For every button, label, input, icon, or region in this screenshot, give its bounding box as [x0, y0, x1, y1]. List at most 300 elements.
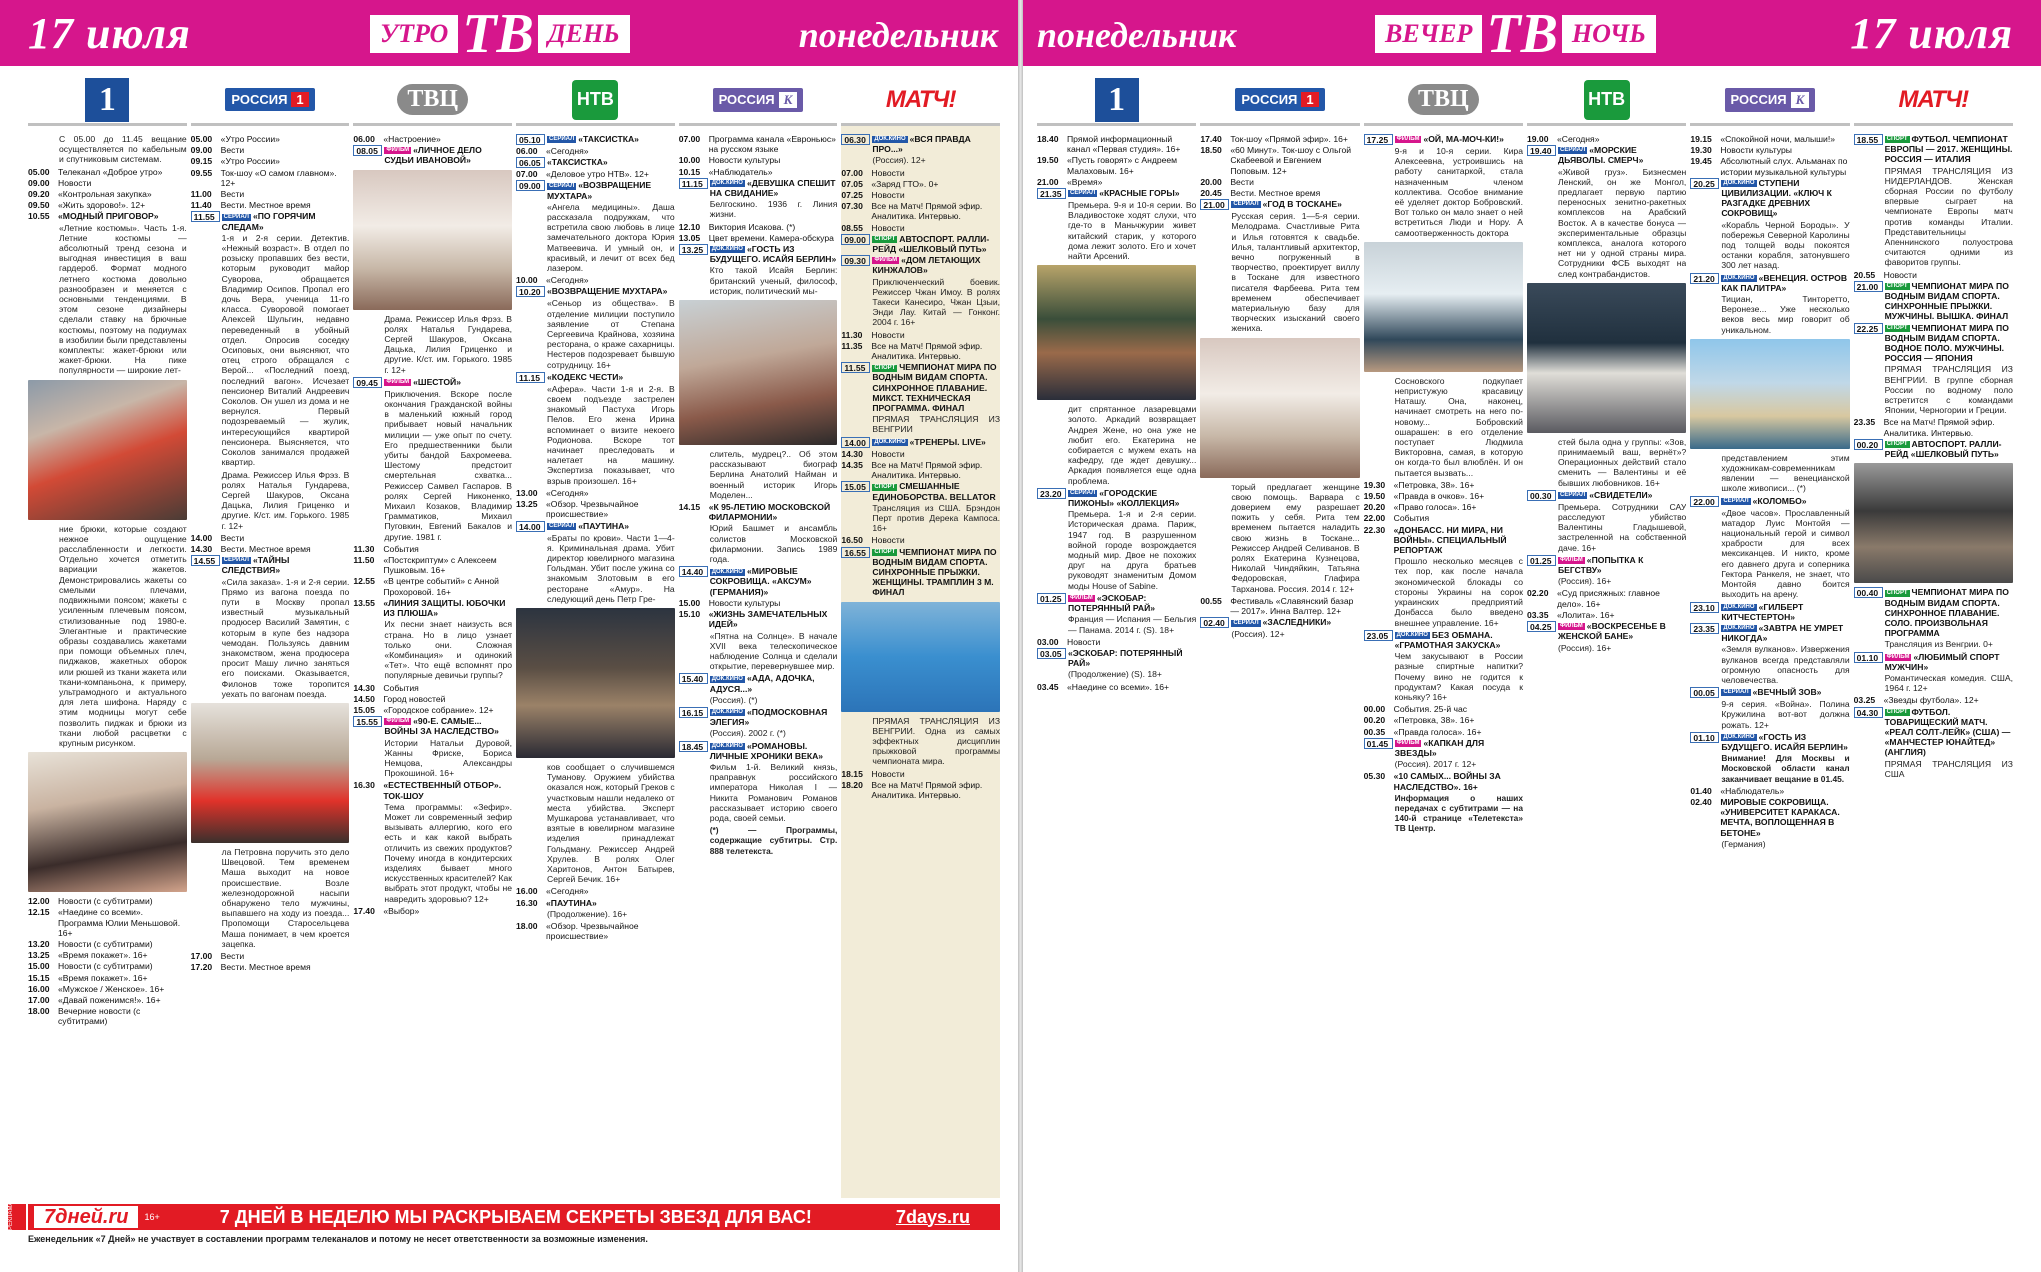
program-time: 09.50 [28, 200, 50, 211]
program-item[interactable] [1364, 715, 1523, 725]
genre-badge: ДОК.КИНО [711, 675, 743, 682]
program-item[interactable] [679, 566, 838, 597]
program-title-text: «ВОСКРЕСЕНЬЕ В ЖЕНСКОЙ БАНЕ» [1557, 621, 1666, 642]
program-item[interactable] [1037, 488, 1196, 508]
program-title-text: Новости (с субтитрами) [58, 896, 153, 907]
program-item[interactable] [1690, 145, 1849, 155]
program-item[interactable] [1200, 199, 1359, 210]
program-item[interactable] [1200, 177, 1359, 187]
genre-badge: СЕРИАЛ [1559, 492, 1586, 499]
program-time: 03.00 [1037, 636, 1059, 647]
program-title [710, 707, 838, 727]
program-time: 19.30 [1690, 145, 1712, 156]
program-title [872, 437, 1000, 448]
program-item[interactable] [1364, 134, 1523, 145]
program-time: 05.00 [190, 134, 213, 144]
program-title-text: ЧЕМПИОНАТ МИРА ПО ВОДНЫМ ВИДАМ СПОРТА. СИНХРОННОЕ ПЛАВАНИЕ. СОЛО. ПРОИЗВОЛЬНАЯ ПРОГРАММА [1884, 587, 2009, 639]
footer-banner[interactable] [8, 1201, 1000, 1230]
channel-column [679, 76, 838, 1198]
logo-text: РОССИЯ [1241, 92, 1298, 107]
program-title [58, 211, 187, 221]
program-item[interactable] [679, 178, 838, 198]
program-item[interactable] [1690, 496, 1849, 507]
program-title-text: Фестиваль «Славянский базар — 2017». Инна Валтер. 12+ [1230, 595, 1354, 617]
program-item[interactable] [191, 200, 350, 210]
program-item[interactable] [1854, 281, 2013, 322]
program-item[interactable] [679, 609, 838, 629]
program-time: 21.35 [1037, 188, 1066, 199]
tv-logo [370, 3, 630, 65]
program-title-text: Цвет времени. Камера-обскура [708, 232, 834, 243]
channel-logo [679, 76, 838, 126]
program-description: Прошло несколько месяцев с тех пор, как после начала экономической блокады со стороны Украины на сорок украинских предприятий Донбасса было введено внешнее управление. 16+ [1394, 556, 1523, 628]
program-time: 11.30 [841, 329, 863, 340]
program-title-text: «ГОСТЬ ИЗ БУДУЩЕГО. ИСАЙЯ БЕРЛИН» [709, 244, 837, 265]
program-title-text: Вечерние новости (с субтитрами) [58, 1006, 141, 1027]
program-time: 11.30 [353, 543, 375, 554]
program-item[interactable] [841, 190, 1000, 200]
program-item[interactable] [1854, 134, 2013, 165]
genre-badge: ФИЛЬМ [386, 147, 410, 154]
program-item[interactable] [1690, 178, 1849, 219]
program-photo [1037, 265, 1196, 400]
program-title [1885, 439, 2013, 459]
logo-text: РОССИЯ [1730, 92, 1787, 107]
program-item[interactable] [516, 180, 675, 200]
program-description: слитель, мудрец?.. Об этом рассказывают биограф Берлина Анатолий Найман и военный историк Игорь Моделен... [709, 449, 838, 500]
program-item[interactable] [516, 488, 675, 498]
program-title [1394, 715, 1523, 725]
program-item[interactable] [679, 155, 838, 165]
genre-badge: СЕРИАЛ [1070, 490, 1096, 497]
program-item[interactable] [1527, 145, 1686, 165]
program-item[interactable] [841, 769, 1000, 779]
genre-badge: ФИЛЬМ [1559, 557, 1583, 564]
program-title [221, 533, 350, 543]
program-photo [679, 300, 838, 445]
program-item[interactable] [1690, 797, 1849, 838]
program-item[interactable] [679, 707, 838, 727]
program-item[interactable] [516, 521, 675, 532]
channel-logo-match: МАТЧ! [1898, 85, 1969, 113]
program-item[interactable] [191, 544, 350, 554]
program-title [58, 896, 187, 906]
program-title [871, 449, 1000, 459]
program-time: 10.00 [516, 275, 538, 286]
program-item[interactable] [353, 683, 512, 693]
program-title [1067, 134, 1196, 154]
program-time: 15.00 [28, 961, 50, 972]
program-item[interactable] [1037, 134, 1196, 154]
program-description: Сосновского подкупает непристужую красавицу Наташу. Она, наконец, начинает смотреть на него по-новому... Бобровский ошарашен: в его отделение поступает Людмила Викторовна, самая, в которую он когда-то был влюблён. И он пытается вызвать... [1394, 375, 1523, 478]
program-item[interactable] [516, 157, 675, 168]
program-title-text: «ДЕВУШКА СПЕШИТ НА СВИДАНИЕ» [709, 177, 836, 199]
program-time: 01.45 [1364, 738, 1393, 749]
program-time: 14.30 [190, 543, 213, 554]
program-item[interactable] [353, 134, 512, 144]
program-title [1721, 178, 1849, 219]
program-title [1394, 771, 1523, 791]
program-item[interactable] [1527, 588, 1686, 608]
program-time: 06.05 [516, 157, 545, 168]
program-item[interactable] [28, 178, 187, 188]
program-title [871, 341, 1000, 361]
program-title [58, 200, 187, 210]
program-item[interactable] [1527, 490, 1686, 501]
program-item[interactable] [28, 189, 187, 199]
program-item[interactable] [28, 200, 187, 210]
program-title-text: «Контрольная закупка» [58, 189, 152, 200]
program-item[interactable] [1364, 525, 1523, 556]
disclaimer: Еженедельник «7 Дней» не участвует в составлении программ телеканалов и потому не несет ответственности за возможные изменения. [28, 1234, 648, 1244]
program-title [709, 502, 838, 522]
program-title-text: «СВИДЕТЕЛИ» [1589, 489, 1653, 500]
program-title-text: «КОЛОМБО» [1752, 495, 1807, 506]
program-item[interactable] [1690, 732, 1849, 752]
program-title [872, 134, 1000, 154]
program-title [221, 951, 350, 961]
program-title [709, 598, 838, 608]
program-title-text: Новости [871, 535, 905, 546]
program-item[interactable] [516, 275, 675, 285]
program-time: 19.40 [1527, 145, 1556, 156]
program-item[interactable] [841, 168, 1000, 178]
program-item[interactable] [679, 598, 838, 608]
program-item[interactable] [28, 1006, 187, 1026]
program-description: «Пятна на Солнце». В начале XVII века телескопическое наблюдение Солнца и сделали открытие, перевернувшее мир. [709, 630, 838, 672]
program-item[interactable] [841, 460, 1000, 480]
program-item[interactable] [841, 134, 1000, 154]
program-item[interactable] [1364, 630, 1523, 650]
program-item[interactable] [353, 576, 512, 596]
program-item[interactable] [841, 201, 1000, 221]
program-item[interactable] [191, 134, 350, 144]
program-time: 16.50 [841, 535, 863, 546]
program-time: 16.30 [516, 897, 538, 908]
program-time: 09.00 [841, 234, 870, 245]
program-title-text: СМЕШАННЫЕ ЕДИНОБОРСТВА. BELLATOR [872, 481, 996, 502]
program-item[interactable] [1364, 502, 1523, 512]
program-item[interactable] [191, 211, 350, 231]
program-time: 10.00 [678, 155, 701, 166]
program-title [547, 180, 675, 200]
program-item[interactable] [516, 898, 675, 908]
program-title [383, 134, 512, 144]
channel-logo-tvc: ТВЦ [397, 84, 468, 115]
program-item[interactable] [28, 950, 187, 960]
program-item[interactable] [353, 694, 512, 704]
program-title [1557, 610, 1686, 620]
program-title [546, 499, 675, 519]
program-title [871, 201, 1000, 221]
program-title-text: АВТОСПОРТ. РАЛЛИ-РЕЙД «ШЕЛКОВЫЙ ПУТЬ» [872, 233, 990, 255]
program-description: Премьера. Сотрудники САУ расследуют убийство Валентины Гладышевой, застреленной на собственной даче. 16+ [1557, 501, 1687, 553]
program-item[interactable] [1527, 134, 1686, 144]
program-title-text: Новости (с субтитрами) [58, 961, 153, 972]
program-item[interactable] [1854, 707, 2013, 758]
program-time: 00.30 [1527, 490, 1556, 501]
program-item[interactable] [679, 741, 838, 761]
program-item[interactable] [679, 222, 838, 232]
program-item[interactable] [191, 533, 350, 543]
schedule-list [1690, 126, 1849, 1198]
program-item[interactable] [1364, 727, 1523, 737]
program-item[interactable] [191, 962, 350, 972]
program-time: 10.55 [28, 211, 50, 222]
schedule-list [1854, 126, 2013, 1198]
program-item[interactable] [1037, 682, 1196, 692]
program-title [1557, 588, 1686, 608]
program-title-text: «КОДЕКС ЧЕСТИ» [547, 371, 624, 382]
program-item[interactable] [1690, 602, 1849, 622]
program-item[interactable] [679, 134, 838, 154]
program-time: 03.45 [1037, 681, 1059, 692]
program-title [710, 244, 838, 264]
program-title-text: «ВОЗВРАЩЕНИЕ МУХТАРА» [547, 180, 652, 201]
program-title [221, 145, 350, 155]
program-title-text: Вести [220, 189, 245, 200]
program-item[interactable] [1200, 145, 1359, 176]
program-item[interactable] [1690, 134, 1849, 144]
genre-badge: ФИЛЬМ [1396, 739, 1420, 746]
program-title-text: «ЕСТЕСТВЕННЫЙ ОТБОР». ТОК-ШОУ [383, 780, 502, 801]
program-item[interactable] [1527, 555, 1686, 575]
program-item[interactable] [1527, 610, 1686, 620]
program-item[interactable] [1690, 273, 1849, 293]
program-item[interactable] [841, 780, 1000, 800]
program-item[interactable] [1690, 687, 1849, 698]
program-item[interactable] [353, 377, 512, 388]
program-title [872, 481, 1000, 501]
program-time: 09.20 [28, 189, 50, 200]
program-item[interactable] [516, 146, 675, 156]
program-item[interactable] [191, 168, 350, 188]
program-title-text: «Мужское / Женское». 16+ [58, 983, 165, 994]
program-item[interactable] [679, 233, 838, 243]
program-item[interactable] [841, 449, 1000, 459]
program-item[interactable] [353, 145, 512, 165]
program-item[interactable] [841, 330, 1000, 340]
program-title-text: «Суд присяжных: главное дело». 16+ [1556, 588, 1660, 609]
program-title [1884, 417, 2013, 437]
program-item[interactable] [841, 255, 1000, 275]
program-item[interactable] [353, 780, 512, 800]
program-item[interactable] [841, 179, 1000, 189]
program-item[interactable] [841, 234, 1000, 254]
program-item[interactable] [353, 544, 512, 554]
program-title [221, 168, 350, 188]
program-item[interactable] [841, 341, 1000, 361]
program-item[interactable] [1854, 270, 2013, 280]
program-title-text: «Сегодня» [546, 886, 589, 897]
program-item[interactable] [841, 362, 1000, 413]
program-item[interactable] [1690, 623, 1849, 643]
program-time: 15.55 [353, 716, 382, 727]
program-time: 14.55 [191, 555, 220, 566]
program-title-text: События [383, 543, 419, 554]
logo-part-morning: УТРО [370, 15, 458, 53]
program-item[interactable] [1200, 134, 1359, 144]
program-item[interactable] [1037, 637, 1196, 647]
program-item[interactable] [28, 984, 187, 994]
genre-badge: СПОРТ [1886, 324, 1908, 331]
program-item[interactable] [516, 286, 675, 297]
program-item[interactable] [841, 535, 1000, 545]
program-item[interactable] [1364, 704, 1523, 714]
program-description: стей была одна у группы: «Зов, принимаемый ваш, вернёт»? Операционных действий стало сменить — Валентины и её бывших любовников. 16+ [1557, 436, 1687, 488]
program-item[interactable] [679, 673, 838, 693]
program-title-text: «ГОРОДСКИЕ ПИЖОНЫ» «КОЛЛЕКЦИЯ» [1068, 487, 1180, 509]
program-item[interactable] [1037, 177, 1196, 187]
program-title-text: Вести [1230, 176, 1254, 187]
program-title [1885, 652, 2013, 672]
program-title [384, 145, 512, 165]
program-title-text: «Жить здорово!». 12+ [58, 200, 146, 211]
genre-badge: ДОК.КИНО [874, 136, 906, 143]
program-title-text: Город новостей [383, 693, 446, 704]
program-title [1230, 134, 1359, 144]
program-title [1885, 707, 2013, 758]
program-item[interactable] [28, 961, 187, 971]
program-item[interactable] [1364, 738, 1523, 758]
program-description: (Россия). 16+ [1557, 576, 1612, 587]
program-time: 05.10 [516, 134, 545, 145]
program-item[interactable] [28, 995, 187, 1005]
program-description: «Летние костюмы». Часть 1-я. Летние костюмы — абсолютный тренд сезона и выгодная инвестиция в ваш гардероб. Формат модного летнего костюма довольно разнообразен и меняется с основными тенденциями. В этом сезоне дизайнеры сделали ставку на брючные костюмы, поэтому на подиумах в изобилии были представлены комплекты: жакет-брюки или жакет-брюки. На пике популярности — широкие лет- [59, 222, 187, 376]
program-title [383, 576, 512, 596]
genre-badge: ФИЛЬМ [1886, 653, 1910, 660]
program-item[interactable] [1527, 621, 1686, 641]
program-item[interactable] [516, 134, 675, 145]
program-item[interactable] [1037, 648, 1196, 668]
program-item[interactable] [679, 244, 838, 264]
program-title [58, 973, 187, 983]
program-item[interactable] [516, 372, 675, 383]
program-item[interactable] [191, 951, 350, 961]
program-title [872, 234, 1000, 254]
program-item[interactable] [516, 921, 675, 941]
program-item[interactable] [516, 499, 675, 519]
program-item[interactable] [28, 896, 187, 906]
program-item[interactable] [1037, 188, 1196, 199]
program-time: 07.30 [841, 201, 863, 212]
program-title [1721, 273, 1849, 293]
program-item[interactable] [353, 906, 512, 916]
logo-letter: К [1791, 92, 1810, 108]
program-item[interactable] [1854, 323, 2013, 364]
program-time: 13.20 [28, 938, 50, 949]
program-description: «Живой груз». Бизнесмен Ленский, он же Монгол, предлагает первую партию переносных зенитно-ракетных комплексов на Арабский Восток. А в качестве бонуса — экспериментальные образцы комплекса, аналога которого нет ни у одной страны мира. Сотрудники ФСБ выходят на след контрабандистов. [1557, 166, 1687, 279]
program-item[interactable] [1200, 617, 1359, 628]
program-title-text: «Наблюдатель» [708, 166, 773, 177]
program-item[interactable] [28, 973, 187, 983]
program-title [1558, 621, 1686, 641]
program-item[interactable] [1364, 513, 1523, 523]
program-item[interactable] [191, 156, 350, 166]
program-title-text: «Петровка, 38». 16+ [1393, 479, 1475, 490]
program-time: 18.50 [1200, 145, 1222, 156]
program-title-text: Телеканал «Доброе утро» [58, 166, 163, 177]
program-item[interactable] [28, 211, 187, 221]
channel-column [841, 76, 1000, 1198]
program-time: 03.35 [1526, 609, 1549, 620]
program-title [1067, 155, 1196, 175]
program-time: 09.45 [353, 377, 382, 388]
program-title-text: «ЛИНИЯ ЗАЩИТЫ. ЮБОЧКИ ИЗ ПЛЮША» [383, 597, 506, 619]
program-item[interactable] [28, 167, 187, 177]
program-description: Приключенческий боевик. Режиссер Чжан Имоу. В ролях Такеси Канесиро, Чжан Цзыи, Энди Лау. Китай — Гонконг. 2004 г. 16+ [872, 276, 1001, 328]
program-title [58, 961, 187, 971]
program-title [1884, 270, 2013, 280]
program-item[interactable] [516, 169, 675, 179]
brand-logo[interactable]: 7дней.ru [34, 1206, 138, 1228]
program-item[interactable] [353, 716, 512, 736]
program-title-text: Все на Матч! Прямой эфир. Аналитика. Интервью. [871, 201, 983, 222]
program-title [1885, 134, 2013, 165]
schedule-list [191, 126, 350, 1198]
program-title-text: Вести. Местное время [220, 200, 311, 211]
program-item[interactable] [353, 555, 512, 575]
program-item[interactable] [1854, 695, 2013, 705]
site-link[interactable]: 7days.ru [895, 1206, 970, 1227]
program-item[interactable] [1854, 587, 2013, 638]
program-item[interactable] [1854, 417, 2013, 437]
program-title [383, 598, 512, 618]
program-item[interactable] [1854, 652, 2013, 672]
program-title [709, 167, 838, 177]
program-item[interactable] [1690, 156, 1849, 176]
program-item[interactable] [679, 167, 838, 177]
program-item[interactable] [1200, 188, 1359, 198]
program-item[interactable] [1364, 480, 1523, 490]
program-description: 9-я серия. «Война». Полина Кружилина вот-вот должна рожать. 12+ [1721, 699, 1850, 730]
program-title-text: «Сегодня» [546, 146, 589, 156]
genre-badge: ДОК.КИНО [711, 709, 743, 716]
program-item[interactable] [191, 555, 350, 575]
program-item[interactable] [1037, 155, 1196, 175]
program-title-text: «10 САМЫХ... ВОЙНЫ ЗА НАСЛЕДСТВО». 16+ [1393, 771, 1501, 792]
program-item[interactable] [1854, 439, 2013, 459]
program-item[interactable] [841, 547, 1000, 598]
program-time: 01.10 [1854, 652, 1883, 663]
program-time: 00.00 [1363, 704, 1386, 715]
program-item[interactable] [191, 189, 350, 199]
program-item[interactable] [841, 437, 1000, 448]
program-title [871, 460, 1000, 480]
program-item[interactable] [353, 705, 512, 715]
program-item[interactable] [1037, 593, 1196, 613]
program-item[interactable] [28, 907, 187, 938]
program-description: (Россия). 2017 г. 12+ [1394, 759, 1477, 770]
program-item[interactable] [1200, 596, 1359, 616]
program-description: (Продолжение) (S). 18+ [1068, 669, 1162, 680]
program-item[interactable] [1690, 786, 1849, 796]
program-item[interactable] [28, 939, 187, 949]
program-item[interactable] [1364, 771, 1523, 791]
program-item[interactable] [679, 502, 838, 522]
program-item[interactable] [353, 598, 512, 618]
program-time: 20.55 [1853, 269, 1876, 280]
program-time: 16.55 [841, 547, 870, 558]
program-description: «Ангела медицины». Даша рассказала подружкам, что встретила свою любовь в лице замечательного доктора Юрия Матвеевича. И умный он, и красивый, и лечит от всех бед лазером. [547, 201, 675, 274]
program-title [1231, 199, 1359, 210]
program-item[interactable] [191, 145, 350, 155]
program-title [1721, 602, 1849, 622]
program-item[interactable] [841, 481, 1000, 501]
program-item[interactable] [516, 886, 675, 896]
program-item[interactable] [841, 223, 1000, 233]
program-item[interactable] [1364, 491, 1523, 501]
